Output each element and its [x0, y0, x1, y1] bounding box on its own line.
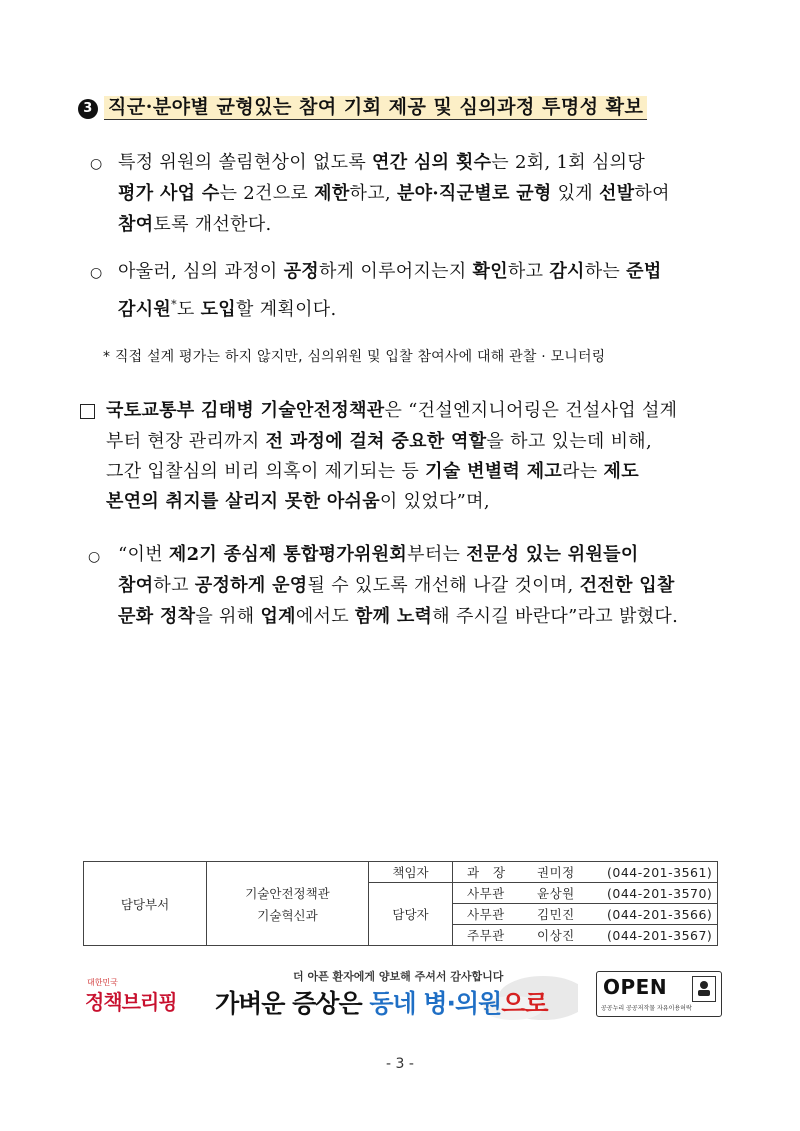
bold-text-run: 도입	[200, 299, 236, 320]
text-run: 에서도	[295, 606, 355, 627]
text-run: 부터 현장 관리까지	[106, 431, 266, 452]
bold-text-run: 제도	[603, 461, 639, 482]
quote-2-line-2	[118, 570, 675, 601]
text-run: 하고	[507, 261, 550, 282]
quote-1-line-1	[106, 395, 677, 426]
bold-text-run: 제2기 종심제 통합평가위원회	[168, 544, 408, 565]
person-name: 이상진	[537, 928, 575, 943]
bullet-2-line-2	[118, 289, 336, 325]
text-run: 될 수 있도록 개선해 나갈 것이며,	[307, 575, 580, 596]
section-heading	[78, 92, 647, 119]
text-run: 을 하고 있는데 비해,	[486, 431, 653, 452]
text-run: 토록 개선한다.	[153, 214, 272, 235]
bold-text-run: 기술 변별력 제고	[425, 461, 563, 482]
person-phone: (044-201-3566)	[607, 907, 713, 922]
bold-text-run: 확인	[472, 261, 508, 282]
bold-text-run: 건전한 입찰	[579, 575, 675, 596]
role-manager: 책임자	[369, 862, 453, 883]
open-label: OPEN	[603, 975, 668, 999]
text-run: 는 2건으로	[219, 183, 315, 204]
section-number-badge: 3	[78, 99, 98, 119]
text-run: 해 주시길 바란다”라고 밝혔다.	[432, 606, 679, 627]
text-run: 하고,	[349, 183, 397, 204]
banner-text-b: 동네 병·의원	[369, 989, 502, 1018]
bullet-2-line-1	[118, 256, 662, 287]
bold-text-run: 공정하게 운영	[194, 575, 308, 596]
bold-text-run: 준법	[626, 261, 662, 282]
section-title: 직군·분야별 균형있는 참여 기회 제공 및 심의과정 투명성 확보	[104, 96, 647, 120]
text-run: 는 2회, 1회 심의당	[491, 152, 646, 173]
person-title: 사무관	[467, 907, 505, 922]
person-title: 사무관	[467, 886, 505, 901]
banner-tagline: 더 아픈 환자에게 양보해 주셔서 감사합니다	[293, 970, 504, 983]
role-staff: 담당자	[369, 883, 453, 946]
quote-1-line-2	[106, 426, 652, 457]
person-name: 권미정	[537, 865, 575, 880]
contact-table	[83, 861, 718, 946]
bold-text-run: 전 과정에 걸쳐 중요한 역할	[265, 431, 487, 452]
person-name: 김민진	[537, 907, 575, 922]
campaign-banner[interactable]	[213, 968, 578, 1020]
text-run: 그간 입찰심의 비리 의혹이 제기되는 등	[106, 461, 426, 482]
text-run: 하고	[153, 575, 195, 596]
text-run: 아울러, 심의 과정이	[118, 261, 284, 282]
bold-text-run: 감시	[549, 261, 585, 282]
quote-1-line-3	[106, 456, 639, 487]
text-run: 이 있었다”며,	[379, 491, 490, 512]
logo-main-text: 정책브리핑	[85, 990, 177, 1014]
bold-text-run: 참여	[118, 575, 154, 596]
quote-2-line-3	[118, 601, 678, 632]
text-run: 하게 이루어지는지	[318, 261, 473, 282]
text-run: *	[171, 298, 177, 311]
table-row	[84, 862, 718, 883]
bold-text-run: 감시원	[118, 299, 172, 320]
bold-text-run: 국토교통부 김태병 기술안전정책관	[106, 400, 385, 421]
dept-line-2: 기술혁신과	[257, 907, 318, 923]
banner-text-a: 가벼운 증상은	[215, 989, 370, 1018]
person-icon	[692, 976, 716, 1002]
person-phone: (044-201-3561)	[607, 865, 713, 880]
text-run: 특정 위원의 쏠림현상이 없도록	[118, 152, 373, 173]
text-run: 있게	[551, 183, 600, 204]
person-row	[453, 904, 718, 925]
text-run: 은 “건설엔지니어링은 건설사업 설계	[384, 400, 678, 421]
bold-text-run: 공정	[283, 261, 319, 282]
text-run: 할 계획이다.	[236, 299, 337, 320]
dept-name	[207, 862, 369, 946]
text-run: 을 위해	[195, 606, 261, 627]
bullet-marker: ○	[88, 549, 101, 565]
person-title: 과 장	[467, 865, 506, 880]
page-number: - 3 -	[386, 1056, 414, 1072]
quote-2-line-1	[118, 539, 639, 570]
person-row	[453, 925, 718, 946]
open-license-badge[interactable]	[596, 971, 722, 1017]
text-run: 하는	[584, 261, 627, 282]
person-phone: (044-201-3567)	[607, 928, 713, 943]
text-run: 부터는	[407, 544, 467, 565]
text-run: 하여	[634, 183, 670, 204]
bold-text-run: 참여	[118, 214, 154, 235]
bullet-marker: ○	[90, 156, 103, 172]
person-phone: (044-201-3570)	[607, 886, 713, 901]
text-run: 도	[176, 299, 201, 320]
open-sub-label: 공공누리 공공저작물 자유이용허락	[601, 1005, 692, 1012]
bold-text-run: 분야·직군별로 균형	[396, 183, 552, 204]
person-name: 윤상원	[537, 886, 575, 901]
bold-text-run: 평가 사업 수	[118, 183, 220, 204]
bold-text-run: 본연의 취지를 살리지 못한 아쉬움	[106, 491, 380, 512]
square-bullet-icon	[80, 404, 95, 419]
bullet-marker: ○	[90, 265, 103, 281]
logo-small-text: 대한민국	[87, 978, 118, 987]
banner-text-c: 으로	[501, 989, 548, 1018]
bold-text-run: 제한	[314, 183, 350, 204]
bullet-1-line-3	[118, 209, 272, 240]
bold-text-run: 연간 심의 횟수	[372, 152, 492, 173]
dept-label: 담당부서	[84, 862, 207, 946]
bold-text-run: 선발	[599, 183, 635, 204]
footnote: * 직접 설계 평가는 하지 않지만, 심의위원 및 입찰 참여사에 대해 관찰 · 모니터링	[103, 349, 606, 365]
bullet-1-line-1	[118, 147, 645, 178]
dept-line-1: 기술안전정책관	[245, 885, 330, 901]
bullet-1-line-2	[118, 178, 670, 209]
bold-text-run: 함께 노력	[354, 606, 433, 627]
bold-text-run: 문화 정착	[118, 606, 196, 627]
footer-banner-row	[85, 968, 720, 1020]
quote-1-line-4	[106, 486, 490, 517]
person-title: 주무관	[467, 928, 505, 943]
text-run: 라는	[562, 461, 604, 482]
bold-text-run: 전문성 있는 위원들이	[466, 544, 639, 565]
banner-headline	[215, 984, 548, 1020]
bold-text-run: 업계	[260, 606, 296, 627]
person-row	[453, 862, 718, 883]
text-run: “이번	[118, 544, 169, 565]
person-row	[453, 883, 718, 904]
